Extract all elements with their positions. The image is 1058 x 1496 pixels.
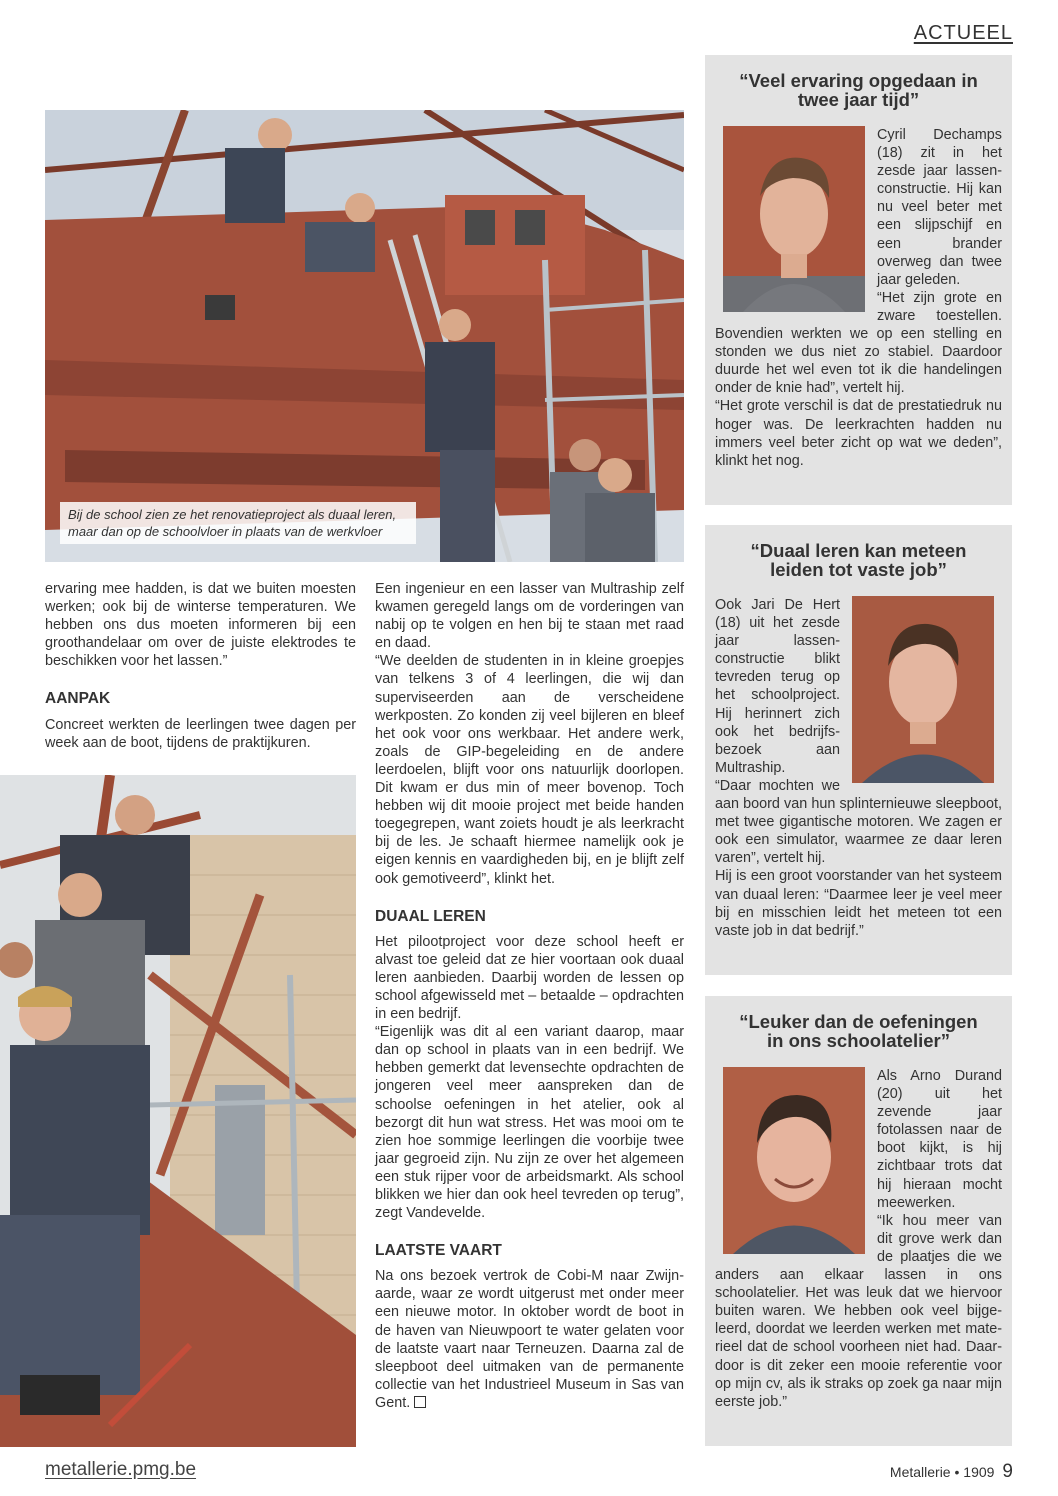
students-group-photo [0, 775, 356, 1447]
col1-paragraph: ervaring mee hadden, is dat we buiten moesten werken; ook bij de winterse temperaturen. We hebben ons dus moeten informeren bij een groothandelaar om over de juiste elektrodes te beschikken voor het lassen.” [45, 581, 356, 670]
box-paragraph: Hij is een groot voorstander van het systeem van duaal leren: “Daarmee leer je veel meer bij en misschien leidt het meteen tot een vaste job in dat bedrijf.” [715, 868, 1002, 939]
portrait-jari [852, 596, 994, 783]
col2-last-paragraph: Na ons bezoek vertrok de Cobi-M naar Zwijnaarde, waar ze wordt uitgerust met onder meer een nieuwe motor. In oktober wordt de boot in de haven van Nieuwpoort te water gelaten voor de laatste vaart naar Terneuzen. Daarna zal de sleepboot deel uitmaken van de permanente collectie van het Industrieel Museum in Sas van Gent. [375, 1268, 684, 1411]
heading-duaal-leren: DUAAL LEREN [375, 907, 486, 925]
col2-paragraph: “Eigenlijk was dit al een variant daarop, maar dan op school in plaats van in een bedrijf. We hebben gemerkt dat levensechte opdrachten de jongeren veel meer aanspreken dan de schoolse oefeningen in het atelier, ook al bezorgt dit hun wat stress. Het was mooi om te zien hoe sommige leerlingen die voorbije twee jaar gegroeid zijn. Nu zijn ze over het algemeen een stuk rijper voor de arbeidsmarkt. Als school blikken we hier dan ook heel tevreden op terug”, zegt Vandevelde. [375, 1024, 684, 1222]
box-title: “Leuker dan de oefeningen in ons schoolatelier” [739, 1011, 978, 1051]
photo-caption: Bij de school zien ze het renovatieproject als duaal leren, maar dan op de schoolvloer in plaats van de werkvloer [60, 502, 416, 544]
interview-box-jari [705, 525, 1012, 975]
page-footer [890, 1461, 1013, 1483]
box-paragraph: Ook Jari De Hert (18) uit het zesde jaar lassenconstructie blikt tevreden terug op het schoolproject. Hij herinnert zich ook het bedrijfsbezoek aan Multraship. [715, 597, 840, 776]
box-paragraph: “Daar mochten we aan boord van hun splinternieuwe sleepboot, met twee gigantische motoren. We zagen er ook een simulator, waarmee ze daar leren varen”, vertelt hij. [715, 777, 1002, 867]
boat-renovation-photo [45, 110, 684, 562]
section-tag: ACTUEEL [913, 22, 1013, 44]
col2-paragraph: Het pilootproject voor deze school heeft er alvast toe geleid dat ze hier voortaan ook duaal leren aanbieden. Daarbij worden de lessen op school afgewisseld met – betaalde – opdrachten in een bedrijf. [375, 933, 684, 1023]
article-column-1 [45, 580, 356, 752]
box-title: “Duaal leren kan meteen leiden tot vaste job” [750, 540, 967, 580]
page-number: 9 [1002, 1461, 1013, 1482]
box-paragraph: Cyril Dechamps (18) zit in het zesde jaar lassen-constructie. Hij kan nu veel beter met een slijpschijf en een brander overweg dan twee jaar geleden. [877, 127, 1002, 288]
col2-paragraph [375, 1267, 684, 1412]
heading-laatste-vaart: LAATSTE VAART [375, 1242, 502, 1260]
interview-box-cyril [705, 55, 1012, 505]
box-body [705, 579, 1012, 940]
end-square-icon [414, 1396, 426, 1408]
portrait-cyril [723, 126, 865, 312]
col2-paragraph: “We deelden de studenten in in kleine groepjes van telkens 3 of 4 leerlingen, die wij dan superviseerden aan de verscheidene werkposten. Zo konden zij veel bijleren en bleef het ook voor ons werkbaar. Het andere werk, zoals de GIP-begeleiding en de andere leerdoelen, blijft voor ons natuurlijk doorlopen. Dit kwam er dus min of meer bovenop. Toch hebben wij dit mooie project met beide handen toegegrepen, want zoiets houdt je als leerkracht bij de les. Je schaaft hiermee namelijk ook je eigen kennis en vaardigheden bij, en je blijft zelf ook gemotiveerd”, klinkt het. [375, 653, 684, 887]
interview-box-arno [705, 996, 1012, 1446]
box-paragraph: “Ik hou meer van dit grove werk dan de plaatjes die we anders aan elkaar lassen in ons schoolatelier. Het was leuk dat we hiervoor buiten waren. We hebben ook veel bijgeleerd, doordat we leerden werken met materieel dat de school voorheen niet had. Daardoor is dit zeker een mooie referentie voor op mijn cv, als ik straks op zoek ga naar mijn eerste job.” [715, 1212, 1002, 1410]
col1-paragraph: Concreet werkten de leerlingen twee dagen per week aan de boot, tijdens de praktijkuren. [45, 716, 356, 751]
box-body [705, 1050, 1012, 1411]
box-body [705, 109, 1012, 470]
box-paragraph: “Het grote verschil is dat de prestatiedruk nu hoger was. De leerkrachten hadden nu immers veel beter zicht op wat we deden”, klinkt het nog. [715, 398, 1002, 469]
website-link[interactable]: metallerie.pmg.be [45, 1459, 197, 1480]
heading-aanpak: AANPAK [45, 690, 111, 708]
col2-paragraph: Een ingenieur en een lasser van Multraship zelf kwamen geregeld langs om de vorderingen van nabij op te volgen en hen bij te staan met raad en daad. [375, 581, 684, 652]
magazine-issue: Metallerie • 1909 [889, 1464, 995, 1480]
box-paragraph: “Het zijn grote en zware toestellen. Bovendien werkten we op een stelling en stonden we dus niet zo stabiel. Daardoor duurde het wel even tot ik die handelingen onder de knie had”, vertelt hij. [715, 289, 1002, 397]
box-paragraph: Als Arno Durand (20) uit het zevende jaar fotolassen naar de boot kijkt, is hij zichtbaar trots dat hij hieraan mocht meewerken. [877, 1068, 1002, 1211]
box-title: “Veel ervaring opgedaan in twee jaar tijd” [739, 70, 978, 110]
article-column-2 [375, 580, 684, 1412]
portrait-arno [723, 1067, 865, 1254]
